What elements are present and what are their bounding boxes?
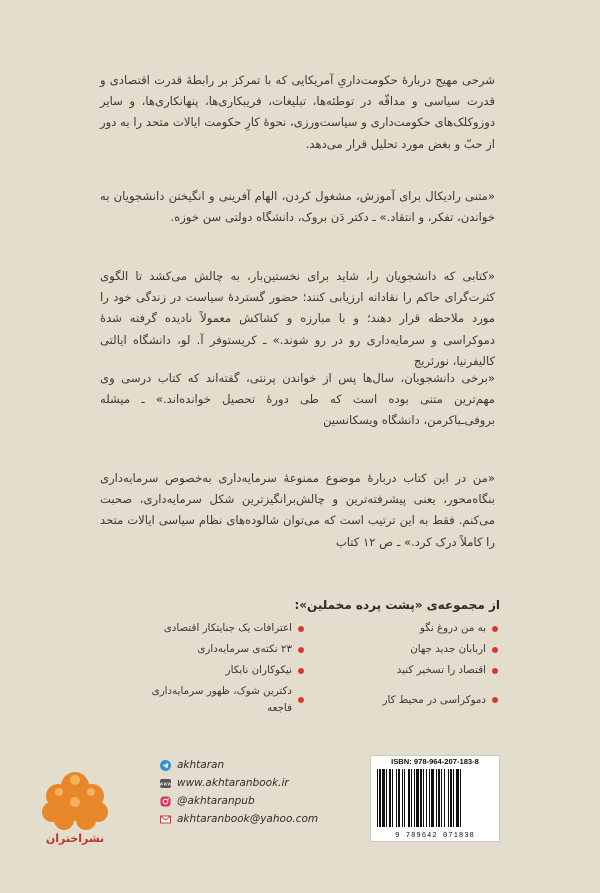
book-title: دموکراسی در محیط کار: [382, 693, 486, 706]
barcode-bar: [389, 769, 391, 827]
book-title: به من دروغ نگو: [419, 622, 486, 634]
series-book: [324, 683, 498, 717]
barcode-digits: 9 789642 071838: [395, 832, 475, 840]
barcode-bar: [386, 769, 387, 827]
bullet-icon: [492, 647, 498, 653]
barcode-bar: [444, 769, 445, 827]
bullet-icon: [492, 697, 498, 703]
barcode-bar: [436, 769, 437, 827]
barcode-bar: [414, 769, 415, 827]
email-icon: [160, 814, 171, 825]
barcode-bar: [402, 769, 403, 827]
isbn-label: ISBN: 978-964-207-183-8: [391, 757, 479, 766]
barcode-bar: [420, 769, 422, 827]
barcode-bar: [379, 769, 381, 827]
web-icon: [160, 778, 171, 789]
bullet-icon: [298, 668, 304, 674]
barcode-bar: [429, 769, 430, 827]
book-description: شرحی مهیج دربارهٔ حکومت‌داریِ آمریکایی که با تمرکز بر رابطهٔ قدرت اقتصادی و قدرت سیاسی و مداقّه در توطئه‌ها، تبلیغات، فریبکاری‌ها، پنهانکاری‌ها، و سایر دوزوکلک‌های حکومت‌داری و سیاست‌ورزی، نحوهٔ کارِ حکومت ایالات متحد را به دور از حبّ و بغض مورد تحلیل قرار می‌دهد.: [100, 73, 495, 151]
barcode-bar: [408, 769, 410, 827]
telegram-icon: [160, 760, 171, 771]
book-title: اعترافات یک جنایتکار اقتصادی: [163, 622, 292, 634]
bullet-icon: [298, 626, 304, 632]
series-book: [130, 683, 304, 717]
barcode-bar: [431, 769, 434, 827]
barcode-bars: [377, 769, 493, 827]
book-title: دکترین شوک، ظهور سرمایه‌داری فاجعه: [151, 685, 292, 714]
barcode-bar: [448, 769, 449, 827]
contact-text: akhtaran: [177, 758, 225, 771]
instagram-icon: [160, 796, 171, 807]
series-book: [130, 662, 304, 679]
book-title: اقتصاد را تسخیر کنید: [396, 664, 486, 676]
series-book: [324, 620, 498, 637]
book-title: نیکوکاران نابکار: [225, 664, 292, 676]
barcode-bar: [404, 769, 405, 827]
svg-text:www: www: [159, 781, 172, 788]
barcode-bar: [441, 769, 442, 827]
barcode-bar: [460, 769, 461, 827]
quote-2: «کتابی که دانشجویان را، شاید برای نخستین‌بار، به چالش می‌کشد تا الگوی کثرت‌گرای حاکم را نقادانه ارزیابی کنند؛ حضور گستردهٔ سیاست در زندگی خود را مورد ملاحظه قرار دهند؛ و با مبارزه و کشاکش معمولاً نادیده گرفته شدهٔ دموکراسی و سرمایه‌داری رو در رو شوند.» ـ کریستوفر آ. لو، دانشگاه ایالتی کالیفرنیا، نورثریج: [100, 269, 495, 368]
publisher-name: نشراختران: [45, 832, 105, 845]
quote-3: «برخی دانشجویان، سال‌ها پس از خواندن پرنتی، گفته‌اند که کتاب درسی وی مهم‌ترین متنی بوده است که طی دورهٔ تحصیل خوانده‌اند.» ـ میشله بروفی‌ـباکرمن، دانشگاه ویسکانسین: [100, 371, 495, 428]
contact-telegram: [160, 756, 330, 774]
contact-list: [160, 756, 330, 828]
barcode-bar: [450, 769, 452, 827]
contact-text: akhtaranbook@yahoo.com: [177, 812, 319, 825]
quote-1: «متنی رادیکال برای آموزش، مشغول کردن، الهام آفرینی و انگیختن دانشجویان به خواندن، تفکر، و انتقاد.» ـ دکتر دَن بروک، دانشگاه دولتی سن خوزه.: [100, 189, 495, 225]
contact-website: [160, 774, 330, 792]
barcode-bar: [416, 769, 419, 827]
bullet-icon: [298, 647, 304, 653]
barcode-bar: [392, 769, 393, 827]
barcode-bar: [453, 769, 454, 827]
contact-text: www.akhtaranbook.ir: [177, 776, 289, 789]
barcode-bar: [377, 769, 378, 827]
contact-text: @akhtaranpub: [177, 794, 255, 807]
contact-instagram: [160, 792, 330, 810]
series-book-list: [130, 620, 498, 717]
barcode-bar: [423, 769, 424, 827]
series-book: [324, 641, 498, 658]
series-book: [324, 662, 498, 679]
contact-email: [160, 810, 330, 828]
barcode-bar: [456, 769, 459, 827]
bullet-icon: [492, 668, 498, 674]
bullet-icon: [298, 697, 304, 703]
series-book: [130, 641, 304, 658]
barcode-bar: [438, 769, 440, 827]
book-title: اربابان جدید جهان: [410, 643, 486, 655]
quote-4: «من در این کتاب دربارهٔ موضوع ممنوعهٔ سرمایه‌داری به‌خصوص سرمایه‌داری بنگاه‌محور، یعنی پیشرفته‌ترین و چالش‌برانگیزترین شکل سرمایه‌داری، صحبت می‌کنم. فقط به این ترتیب است که می‌توان شالوده‌های نظام سیاسی ایالات متحد را کاملاً درک کرد.» ـ ص ۱۲ کتاب: [100, 471, 495, 549]
barcode-bar: [411, 769, 412, 827]
bullet-icon: [492, 626, 498, 632]
book-title: ۲۳ نکته‌ی سرمایه‌داری: [197, 643, 292, 655]
isbn-barcode: [370, 755, 500, 842]
series-title: از مجموعه‌ی «پشت پرده مخملین»:: [294, 598, 500, 612]
barcode-bar: [396, 769, 397, 827]
barcode-bar: [426, 769, 427, 827]
series-book: [130, 620, 304, 637]
barcode-bar: [382, 769, 385, 827]
barcode-bar: [398, 769, 400, 827]
